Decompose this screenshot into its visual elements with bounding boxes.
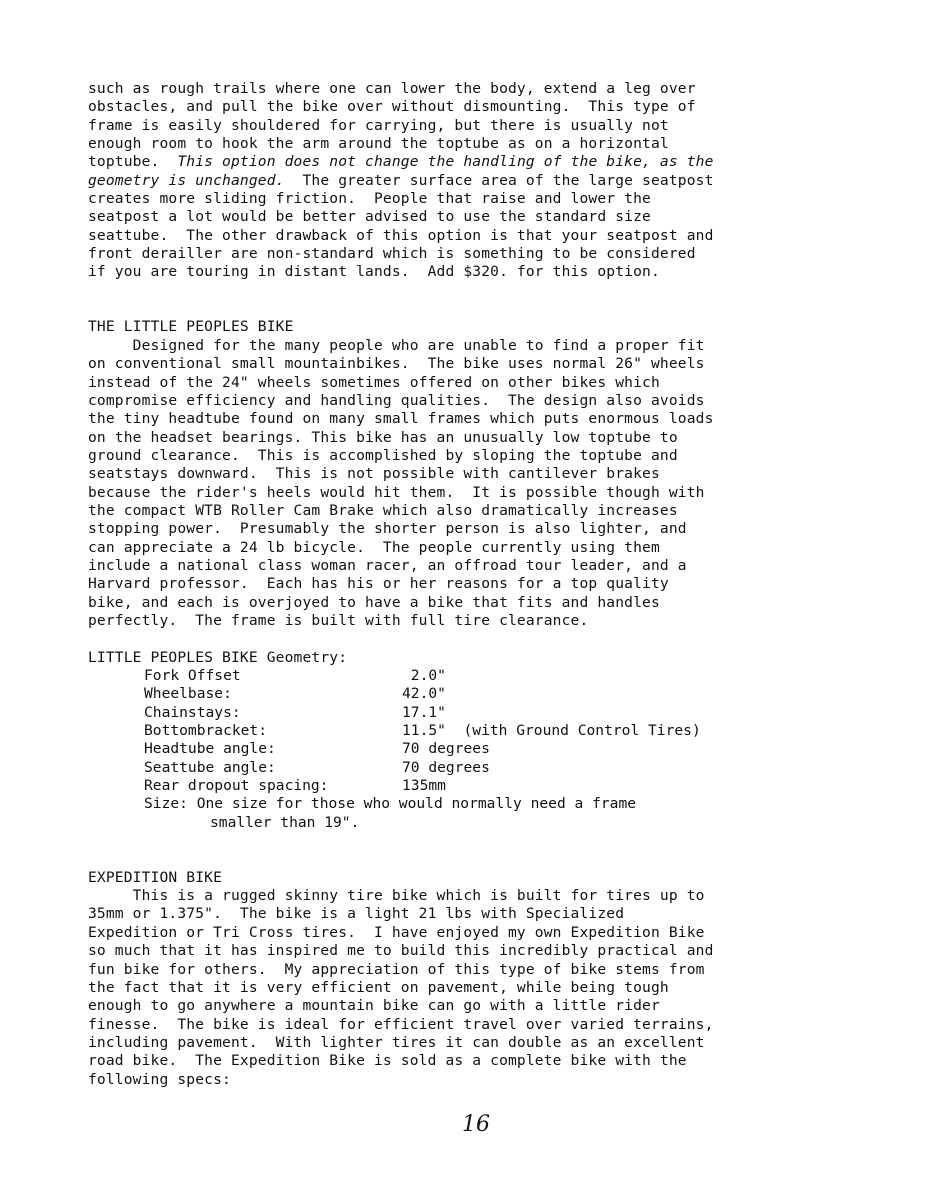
- text-line: the compact WTB Roller Cam Brake which also dramatically increases: [88, 501, 678, 519]
- geometry-row: [88, 777, 910, 795]
- geometry-row: [88, 759, 910, 777]
- text-line: seatstays downward. This is not possible with cantilever brakes: [88, 465, 660, 483]
- text-line: finesse. The bike is ideal for efficient travel over varied terrains,: [88, 1015, 714, 1033]
- geometry-row: [88, 685, 910, 703]
- intro-paragraph: [88, 80, 910, 282]
- geometry-label: Headtube angle:: [144, 740, 276, 758]
- text-line: Expedition or Tri Cross tires. I have enjoyed my own Expedition Bike: [88, 923, 705, 941]
- geometry-size-text: smaller than 19".: [210, 813, 360, 831]
- text-line: instead of the 24" wheels sometimes offered on other bikes which: [88, 373, 660, 391]
- geometry-section: [88, 649, 910, 832]
- text-line: [88, 172, 910, 190]
- geometry-label: Rear dropout spacing:: [144, 777, 329, 795]
- page-number: 16: [462, 1112, 490, 1137]
- little-peoples-section: [88, 318, 910, 630]
- text-line: following specs:: [88, 1070, 231, 1088]
- geometry-label: Wheelbase:: [144, 685, 232, 703]
- text-line: the tiny headtube found on many small frames which puts enormous loads: [88, 410, 714, 428]
- text-span: The greater surface area of the large seatpost: [284, 171, 714, 189]
- geometry-row: [88, 722, 910, 740]
- text-line: enough room to hook the arm around the toptube as on a horizontal: [88, 135, 669, 153]
- text-line: stopping power. Presumably the shorter person is also lighter, and: [88, 520, 687, 538]
- text-line: creates more sliding friction. People that raise and lower the: [88, 190, 651, 208]
- geometry-value: 135mm: [402, 777, 446, 795]
- text-line: bike, and each is overjoyed to have a bike that fits and handles: [88, 593, 660, 611]
- geometry-value: 17.1": [402, 703, 446, 721]
- text-line: including pavement. With lighter tires it can double as an excellent: [88, 1033, 705, 1051]
- geometry-value: 2.0": [402, 667, 446, 684]
- geometry-row: [88, 740, 910, 758]
- geometry-size-line: [88, 814, 910, 832]
- geometry-value: 42.0": [402, 685, 446, 703]
- text-line: seattube. The other drawback of this option is that your seatpost and: [88, 226, 714, 244]
- text-line: road bike. The Expedition Bike is sold as a complete bike with the: [88, 1052, 687, 1070]
- spacer: [88, 832, 910, 869]
- text-line: Designed for the many people who are unable to find a proper fit: [88, 336, 705, 354]
- text-line: enough to go anywhere a mountain bike can go with a little rider: [88, 997, 660, 1015]
- text-line: include a national class woman racer, an offroad tour leader, and a: [88, 556, 687, 574]
- geometry-label: Seattube angle:: [144, 758, 276, 776]
- text-line: if you are touring in distant lands. Add $320. for this option.: [88, 263, 660, 281]
- geometry-value: 11.5" (with Ground Control Tires): [402, 722, 701, 740]
- text-line: can appreciate a 24 lb bicycle. The people currently using them: [88, 538, 660, 556]
- text-line: because the rider's heels would hit them. It is possible though with: [88, 483, 705, 501]
- geometry-label: Fork Offset: [144, 667, 241, 684]
- geometry-size-line: [88, 795, 910, 813]
- text-line: such as rough trails where one can lower the body, extend a leg over: [88, 80, 696, 97]
- text-line: on the headset bearings. This bike has an unusually low toptube to: [88, 428, 678, 446]
- text-line: on conventional small mountainbikes. The bike uses normal 26" wheels: [88, 355, 705, 373]
- text-line: ground clearance. This is accomplished by sloping the toptube and: [88, 446, 678, 464]
- text-line: [88, 153, 910, 171]
- geometry-heading: LITTLE PEOPLES BIKE Geometry:: [88, 648, 348, 666]
- geometry-value: 70 degrees: [402, 758, 490, 776]
- text-span: toptube.: [88, 153, 178, 171]
- geometry-row: [88, 667, 910, 685]
- geometry-row: [88, 704, 910, 722]
- text-line: the fact that it is very efficient on pavement, while being tough: [88, 978, 669, 996]
- expedition-section: [88, 869, 910, 1089]
- text-line: 35mm or 1.375". The bike is a light 21 lbs with Specialized: [88, 905, 625, 923]
- italic-text: geometry is unchanged.: [88, 171, 285, 189]
- text-line: perfectly. The frame is built with full tire clearance.: [88, 611, 589, 629]
- text-line: obstacles, and pull the bike over without dismounting. This type of: [88, 98, 696, 116]
- geometry-value: 70 degrees: [402, 740, 490, 758]
- text-line: front derailler are non-standard which is something to be considered: [88, 245, 696, 263]
- section-heading: EXPEDITION BIKE: [88, 868, 223, 886]
- text-line: This is a rugged skinny tire bike which is built for tires up to: [88, 887, 705, 905]
- text-line: Harvard professor. Each has his or her reasons for a top quality: [88, 575, 669, 593]
- text-line: compromise efficiency and handling qualities. The design also avoids: [88, 391, 705, 409]
- italic-text: This option does not change the handling of the bike, as the: [177, 153, 714, 171]
- spacer: [88, 630, 910, 648]
- text-line: frame is easily shouldered for carrying, but there is usually not: [88, 116, 669, 134]
- geometry-size-text: Size: One size for those who would normally need a frame: [144, 795, 637, 813]
- geometry-label: Bottombracket:: [144, 722, 268, 740]
- geometry-label: Chainstays:: [144, 703, 241, 721]
- text-line: seatpost a lot would be better advised to use the standard size: [88, 208, 651, 226]
- text-line: so much that it has inspired me to build this incredibly practical and: [88, 942, 714, 960]
- section-heading: THE LITTLE PEOPLES BIKE: [88, 318, 294, 336]
- spacer: [88, 282, 910, 319]
- text-line: fun bike for others. My appreciation of this type of bike stems from: [88, 960, 705, 978]
